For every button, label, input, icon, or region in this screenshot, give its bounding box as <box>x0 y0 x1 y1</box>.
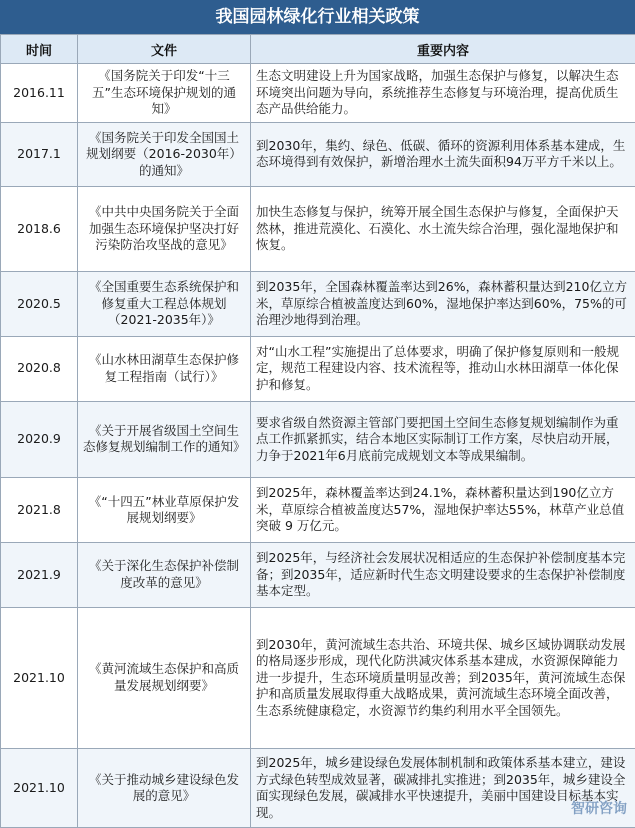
row-document: 《黄河流域生态保护和高质量发展规划纲要》 <box>78 607 251 748</box>
table-row <box>1 336 635 401</box>
row-content: 到2035年，全国森林覆盖率达到26%，森林蓄积量达到210亿立方米，草原综合植被盖度达到60%，湿地保护率达到60%，75%的可治理沙地得到治理。 <box>251 272 635 337</box>
row-date: 2021.10 <box>1 607 78 748</box>
row-date: 2021.9 <box>1 542 78 607</box>
header-content: 重要内容 <box>251 35 635 64</box>
row-date: 2016.11 <box>1 64 78 123</box>
watermark: 智研咨询 <box>571 801 627 817</box>
row-content: 要求省级自然资源主管部门要把国土空间生态修复规划编制作为重点工作抓紧抓实，结合本地区实际制订工作方案，尽快启动开展，力争于2021年6月底前完成规划文本等成果编制。 <box>251 401 635 478</box>
table-row <box>1 542 635 607</box>
row-content: 到2025年，森林覆盖率达到24.1%，森林蓄积量达到190亿立方米，草原综合植被盖度达57%，湿地保护率达55%，林草产业总值突破 9 万亿元。 <box>251 478 635 543</box>
row-content: 到2025年，与经济社会发展状况相适应的生态保护补偿制度基本完备；到2035年，适应新时代生态文明建设要求的生态保护补偿制度基本定型。 <box>251 542 635 607</box>
row-document: 《“十四五”林业草原保护发展规划纲要》 <box>78 478 251 543</box>
header-row <box>1 35 635 64</box>
header-document: 文件 <box>78 35 251 64</box>
row-document: 《关于深化生态保护补偿制度改革的意见》 <box>78 542 251 607</box>
row-date: 2021.10 <box>1 749 78 828</box>
row-content: 对“山水工程”实施提出了总体要求，明确了保护修复原则和一般规定，规范工程建设内容、技术流程等，推动山水林田湖草一体化保护和修复。 <box>251 336 635 401</box>
row-content: 到2030年，集约、绿色、低碳、循环的资源利用体系基本建成，生态环境得到有效保护，新增治理水土流失面积94万平方千米以上。 <box>251 122 635 187</box>
table-row <box>1 401 635 478</box>
row-date: 2020.9 <box>1 401 78 478</box>
row-document: 《关于推动城乡建设绿色发展的意见》 <box>78 749 251 828</box>
row-document: 《国务院关于印发全国国土规划纲要（2016-2030年）的通知》 <box>78 122 251 187</box>
table-title: 我国园林绿化行业相关政策 <box>0 0 635 34</box>
table-row <box>1 272 635 337</box>
row-content: 生态文明建设上升为国家战略，加强生态保护与修复，以解决生态环境突出问题为导向，系统推荐生态修复与环境治理，提高优质生态产品供给能力。 <box>251 64 635 123</box>
row-document: 《山水林田湖草生态保护修复工程指南（试行）》 <box>78 336 251 401</box>
row-document: 《中共中央国务院关于全面加强生态环境保护坚决打好污染防治攻坚战的意见》 <box>78 187 251 272</box>
table-row <box>1 187 635 272</box>
row-content: 加快生态修复与保护，统筹开展全国生态保护与修复，全面保护天然林，推进荒漠化、石漠化、水土流失综合治理，强化湿地保护和恢复。 <box>251 187 635 272</box>
row-content: 到2030年，黄河流域生态共治、环境共保、城乡区域协调联动发展的格局逐步形成，现代化防洪减灾体系基本建成，水资源保障能力进一步提升，生态环境质量明显改善；到2035年，黄河流域生态保护和高质量发展取得重大战略成果，黄河流域生态环境全面改善，生态系统健康稳定，水资源节约集约利用水平全国领先。 <box>251 607 635 748</box>
row-date: 2018.6 <box>1 187 78 272</box>
row-document: 《关于开展省级国土空间生态修复规划编制工作的通知》 <box>78 401 251 478</box>
row-document: 《全国重要生态系统保护和修复重大工程总体规划（2021-2035年）》 <box>78 272 251 337</box>
table-row <box>1 478 635 543</box>
row-document: 《国务院关于印发“十三五”生态环境保护规划的通知》 <box>78 64 251 123</box>
header-date: 时间 <box>1 35 78 64</box>
row-date: 2020.8 <box>1 336 78 401</box>
row-date: 2020.5 <box>1 272 78 337</box>
row-date: 2021.8 <box>1 478 78 543</box>
row-content: 到2025年，城乡建设绿色发展体制机制和政策体系基本建立，建设方式绿色转型成效显著，碳减排扎实推进；到2035年，城乡建设全面实现绿色发展，碳减排水平快速提升，美丽中国建设目标基本实现。 <box>251 749 635 828</box>
row-date: 2017.1 <box>1 122 78 187</box>
table-row <box>1 607 635 748</box>
table-row <box>1 122 635 187</box>
policy-table <box>0 34 635 828</box>
table-row <box>1 749 635 828</box>
table-row <box>1 64 635 123</box>
